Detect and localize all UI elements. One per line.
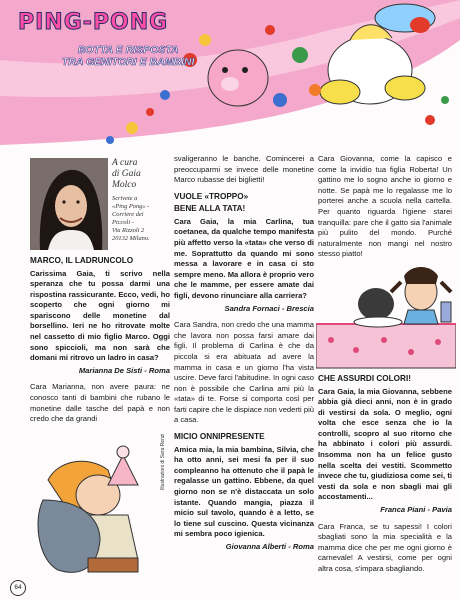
toy-teddy-bear xyxy=(208,50,268,106)
author-photo xyxy=(30,158,108,250)
letter-title-troppo-1: VUOLE «TROPPO» xyxy=(174,191,249,201)
column-1 xyxy=(30,256,170,438)
signature-franca: Franca Piani - Pavia xyxy=(380,505,452,515)
address-line: Scrivete a xyxy=(112,195,138,202)
letter-body-marco: Carissima Gaia, ti scrivo nella speranza che tu possa darmi una rispostina rassicurante. Ecco, vedi, ho scoperto che ogni giorno mi spariscono delle monetine dal borsellino. Ieri ne ho ritrovate molte nel cassetto di mio figlio Marco. Oggi sono spiccioli, ma non sarà che domani mi ritrovo un ladro in casa? xyxy=(30,268,170,363)
curated-by xyxy=(112,158,170,243)
letter-title-troppo-2: BENE ALLA TATA! xyxy=(174,204,246,214)
reply-micio: Cara Giovanna, come la capisco e come la invidio tua figlia Roberta! Un gattino me lo sogno anche io giorno e notte. Se papà me lo regalasse me lo porterei anche a scuola nella cartella. Per quanto riguarda l'igiene starei tranquilla: pare che il gatto sia l'animale più pulito del mondo. Purché naturalmente non mangi nel nostro stesso piatto! xyxy=(318,154,452,259)
reply-marco-continued: svaligeranno le banche. Comincerei a preoccuparmi se invece delle monetine Marco rubasse dei biglietti! xyxy=(174,154,314,185)
letter-body-troppo: Cara Gaia, la mia Carlina, tua coetanea, da qualche tempo manifesta più affetto verso la «tata» che verso di me. Soprattutto da quando mi sono messa a lavorare e in casa ci sto sempre meno. Ma allora è proprio vero che le mamme, per essere amate dai figli, devono rinunciare alla carriera? xyxy=(174,216,314,300)
signature-sandra: Sandra Fornaci - Brescia xyxy=(224,303,314,313)
address-line: Corriere dei xyxy=(112,211,144,218)
girl-and-cat-at-table-illustration xyxy=(316,262,456,372)
column-2 xyxy=(174,154,314,586)
letter-title-marco: MARCO, IL LADRUNCOLO xyxy=(30,256,134,265)
boy-with-piggy-bank-illustration xyxy=(28,440,168,580)
address-block xyxy=(112,195,170,243)
address-line: «Ping Pong» - xyxy=(112,203,150,210)
curated-line-3: Molco xyxy=(112,180,137,190)
column-3-top xyxy=(318,154,452,264)
signature-marianna: Marianna De Sisti - Roma xyxy=(78,365,170,375)
header-banner xyxy=(0,0,460,150)
address-line: Via Rizzoli 2 xyxy=(112,227,145,234)
curated-line-2: di Gaia xyxy=(112,169,141,179)
header-subtitle xyxy=(62,44,194,68)
subtitle-line-2: TRA GENITORI E BAMBINI xyxy=(62,56,195,68)
signature-giovanna: Giovanna Alberti - Roma xyxy=(225,541,314,551)
column-3-bottom xyxy=(318,374,452,588)
reply-colori: Cara Franca, se tu sapessi! I colori sbagliati sono la mia specialità e la mamma dice che per me ogni giorno è carnevale! A vestirsi, come per ogni altra cosa, s'impara sbagliando. xyxy=(318,521,452,573)
letter-title-colori: CHE ASSURDI COLORI! xyxy=(318,374,411,383)
address-line: 20132 Milano. xyxy=(112,235,150,242)
reply-marco: Cara Marianna, non avere paura: ne conosco tanti di bambini che rubano le monetine dalle tasche del papà e non credo che da grandi xyxy=(30,382,170,424)
ping-pong-logo: PING-PONG xyxy=(18,10,169,35)
reply-troppo: Cara Sandra, non credo che una mamma che lavora non possa farsi amare dai figli. Il problema di Carlina è che da piccola si era abituata ad avere la mamma in casa e un giorno l'ha vista uscire. Deve farci l'abitudine. In ogni caso non è possibile che Carlina ami più la «tata» di te. Forse si comporta così per farti capire che le dispiace non vederti più a casa. xyxy=(174,320,314,425)
letter-title-micio: MICIO ONNIPRESENTE xyxy=(174,432,265,442)
subtitle-line-1: BOTTA E RISPOSTA xyxy=(77,44,179,56)
letter-body-colori: Cara Gaia, la mia Giovanna, sebbene abbia già dieci anni, non è in grado di vestirsi da sola. O meglio, ogni volta che esce senza che io la controlli, scopro al suo ritorno che ha abbinato i colori più assurdi. Insomma non ha un felice gusto nella scelta dei vestiti. Scommetto invece che tu, giudiziosa come sei, ti vesti da sola e non sbagli mai gli accostamenti... xyxy=(318,386,452,502)
illustration-credit: Illustrazioni di Sara Renzi xyxy=(160,433,166,490)
letter-body-micio: Amica mia, la mia bambina, Silvia, che ha otto anni, sei mesi fa per il suo compleanno ha ottenuto che il papà le regalasse un gattino. Ebbene, da quel giorno non se n'è distaccata un solo istante. Quando mangia, piazza il micio sul tavolo, quando è a letto, se lo tiene sul cuscino. Questa vicinanza mi sembra poco igienica. xyxy=(174,444,314,539)
address-line: Piccoli - xyxy=(112,219,134,226)
page-number: 64 xyxy=(10,580,26,596)
curated-line-1: A cura xyxy=(112,158,138,168)
